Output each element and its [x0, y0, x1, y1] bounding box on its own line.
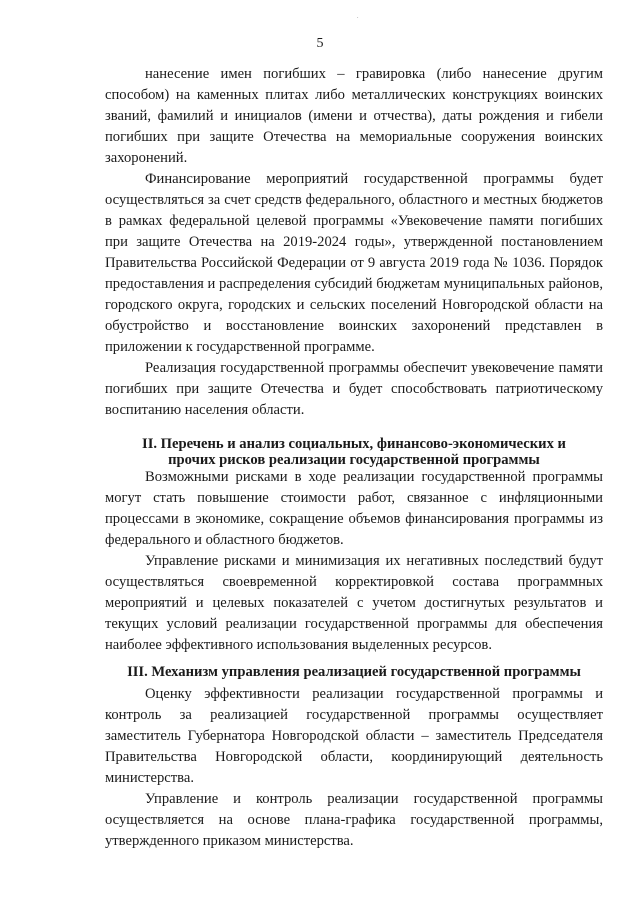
- document-body: [105, 64, 603, 852]
- page-number: 5: [316, 36, 324, 51]
- paragraph-financing: Финансирование мероприятий государственной программы будет осуществляться за счет средств федерального, областного и местных бюджетов в рамках федеральной целевой программы «Увековечение памяти погибших при защите Отечества на 2019-2024 годы», утвержденной постановлением Правительства Российской Федерации от 9 августа 2019 года № 1036. Порядок предоставления и распределения субсидий бюджетам муниципальных районов, городского округа, городских и сельских поселений Новгородской области на обустройство и восстановление воинских захоронений представлен в приложении к государственной программе.: [105, 171, 603, 355]
- section-heading-mechanism: III. Механизм управления реализацией государственной программы: [127, 664, 581, 680]
- section-heading-risks: [105, 436, 603, 468]
- top-mark: .: [357, 14, 359, 20]
- paragraph-outcome: Реализация государственной программы обеспечит увековечение памяти погибших при защите Отечества и будет способствовать патриотическому воспитанию населения области.: [105, 360, 603, 418]
- paragraph-engraving: нанесение имен погибших – гравировка (либо нанесение другим способом) на каменных плитах либо металлических конструкциях воинских званий, фамилий и инициалов (имени и отчества), даты рождения и гибели погибших при защите Отечества на мемориальные сооружения воинских захоронений.: [105, 66, 603, 166]
- section-heading-risks-line1: II. Перечень и анализ социальных, финансово-экономических и: [142, 436, 566, 452]
- paragraph-risks: Возможными рисками в ходе реализации государственной программы могут стать повышение стоимости работ, связанное с инфляционными процессами в экономике, сокращение объемов финансирования программы из федерального и областного бюджетов.: [105, 469, 603, 548]
- paragraph-evaluation: Оценку эффективности реализации государственной программы и контроль за реализацией государственной программы осуществляет заместитель Губернатора Новгородской области – заместитель Председателя Правительства Новгородской области, координирующий деятельность министерства.: [105, 686, 603, 786]
- paragraph-risk-management: Управление рисками и минимизация их негативных последствий будут осуществляться своевременной корректировкой состава программных мероприятий и целевых показателей с учетом достигнутых результатов и текущих условий реализации государственной программы для обеспечения наиболее эффективного использования выделенных ресурсов.: [105, 553, 603, 653]
- paragraph-control: Управление и контроль реализации государственной программы осуществляется на основе плана-графика государственной программы, утвержденного приказом министерства.: [105, 791, 603, 849]
- section-heading-risks-line2: прочих рисков реализации государственной программы: [168, 452, 540, 468]
